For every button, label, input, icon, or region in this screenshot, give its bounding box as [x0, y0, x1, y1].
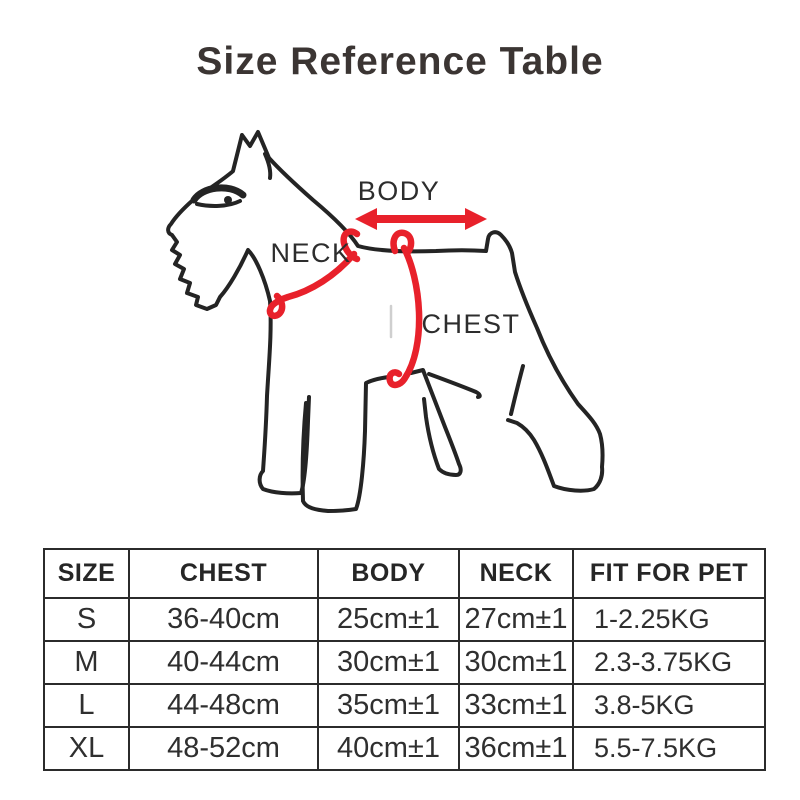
cell-chest: 48-52cm — [129, 727, 318, 770]
cell-size: L — [44, 684, 129, 727]
dog-near-hind-leg-outline — [411, 370, 461, 475]
dog-eye — [224, 196, 232, 204]
cell-neck: 36cm±1 — [459, 727, 573, 770]
table-row-m — [44, 641, 765, 684]
body-measure-arrow — [355, 208, 487, 230]
cell-chest: 40-44cm — [129, 641, 318, 684]
header-neck: NECK — [459, 549, 573, 598]
table-row-l — [44, 684, 765, 727]
cell-body: 25cm±1 — [318, 598, 459, 641]
table-header-row — [44, 549, 765, 598]
body-label: BODY — [357, 176, 441, 206]
body-arrow-right-head — [465, 208, 487, 230]
dog-rear-leg-inner-line — [511, 366, 523, 414]
page-title: Size Reference Table — [196, 40, 604, 83]
cell-chest: 44-48cm — [129, 684, 318, 727]
cell-size: S — [44, 598, 129, 641]
table-row-s — [44, 598, 765, 641]
neck-label: NECK — [270, 238, 352, 268]
cell-body: 35cm±1 — [318, 684, 459, 727]
header-chest: CHEST — [129, 549, 318, 598]
body-arrow-left-head — [355, 208, 377, 230]
dog-eyebrow — [194, 188, 243, 200]
header-body: BODY — [318, 549, 459, 598]
chest-label: CHEST — [421, 309, 521, 339]
cell-body: 40cm±1 — [318, 727, 459, 770]
cell-fit: 5.5-7.5KG — [573, 727, 765, 770]
dog-eyebrow-lower-line — [197, 201, 240, 206]
cell-fit: 1-2.25KG — [573, 598, 765, 641]
cell-fit: 3.8-5KG — [573, 684, 765, 727]
chest-strap — [390, 233, 420, 385]
cell-neck: 27cm±1 — [459, 598, 573, 641]
cell-neck: 30cm±1 — [459, 641, 573, 684]
dog-flank-line — [429, 374, 480, 397]
cell-chest: 36-40cm — [129, 598, 318, 641]
cell-size: M — [44, 641, 129, 684]
dog-face-beard-frontleg-outline — [168, 172, 309, 493]
table-row-xl — [44, 727, 765, 770]
dog-far-front-leg-outline — [303, 377, 389, 511]
header-fit-for-pet: FIT FOR PET — [573, 549, 765, 598]
size-table — [43, 548, 766, 771]
cell-size: XL — [44, 727, 129, 770]
cell-body: 30cm±1 — [318, 641, 459, 684]
cell-neck: 33cm±1 — [459, 684, 573, 727]
cell-fit: 2.3-3.75KG — [573, 641, 765, 684]
header-size: SIZE — [44, 549, 129, 598]
